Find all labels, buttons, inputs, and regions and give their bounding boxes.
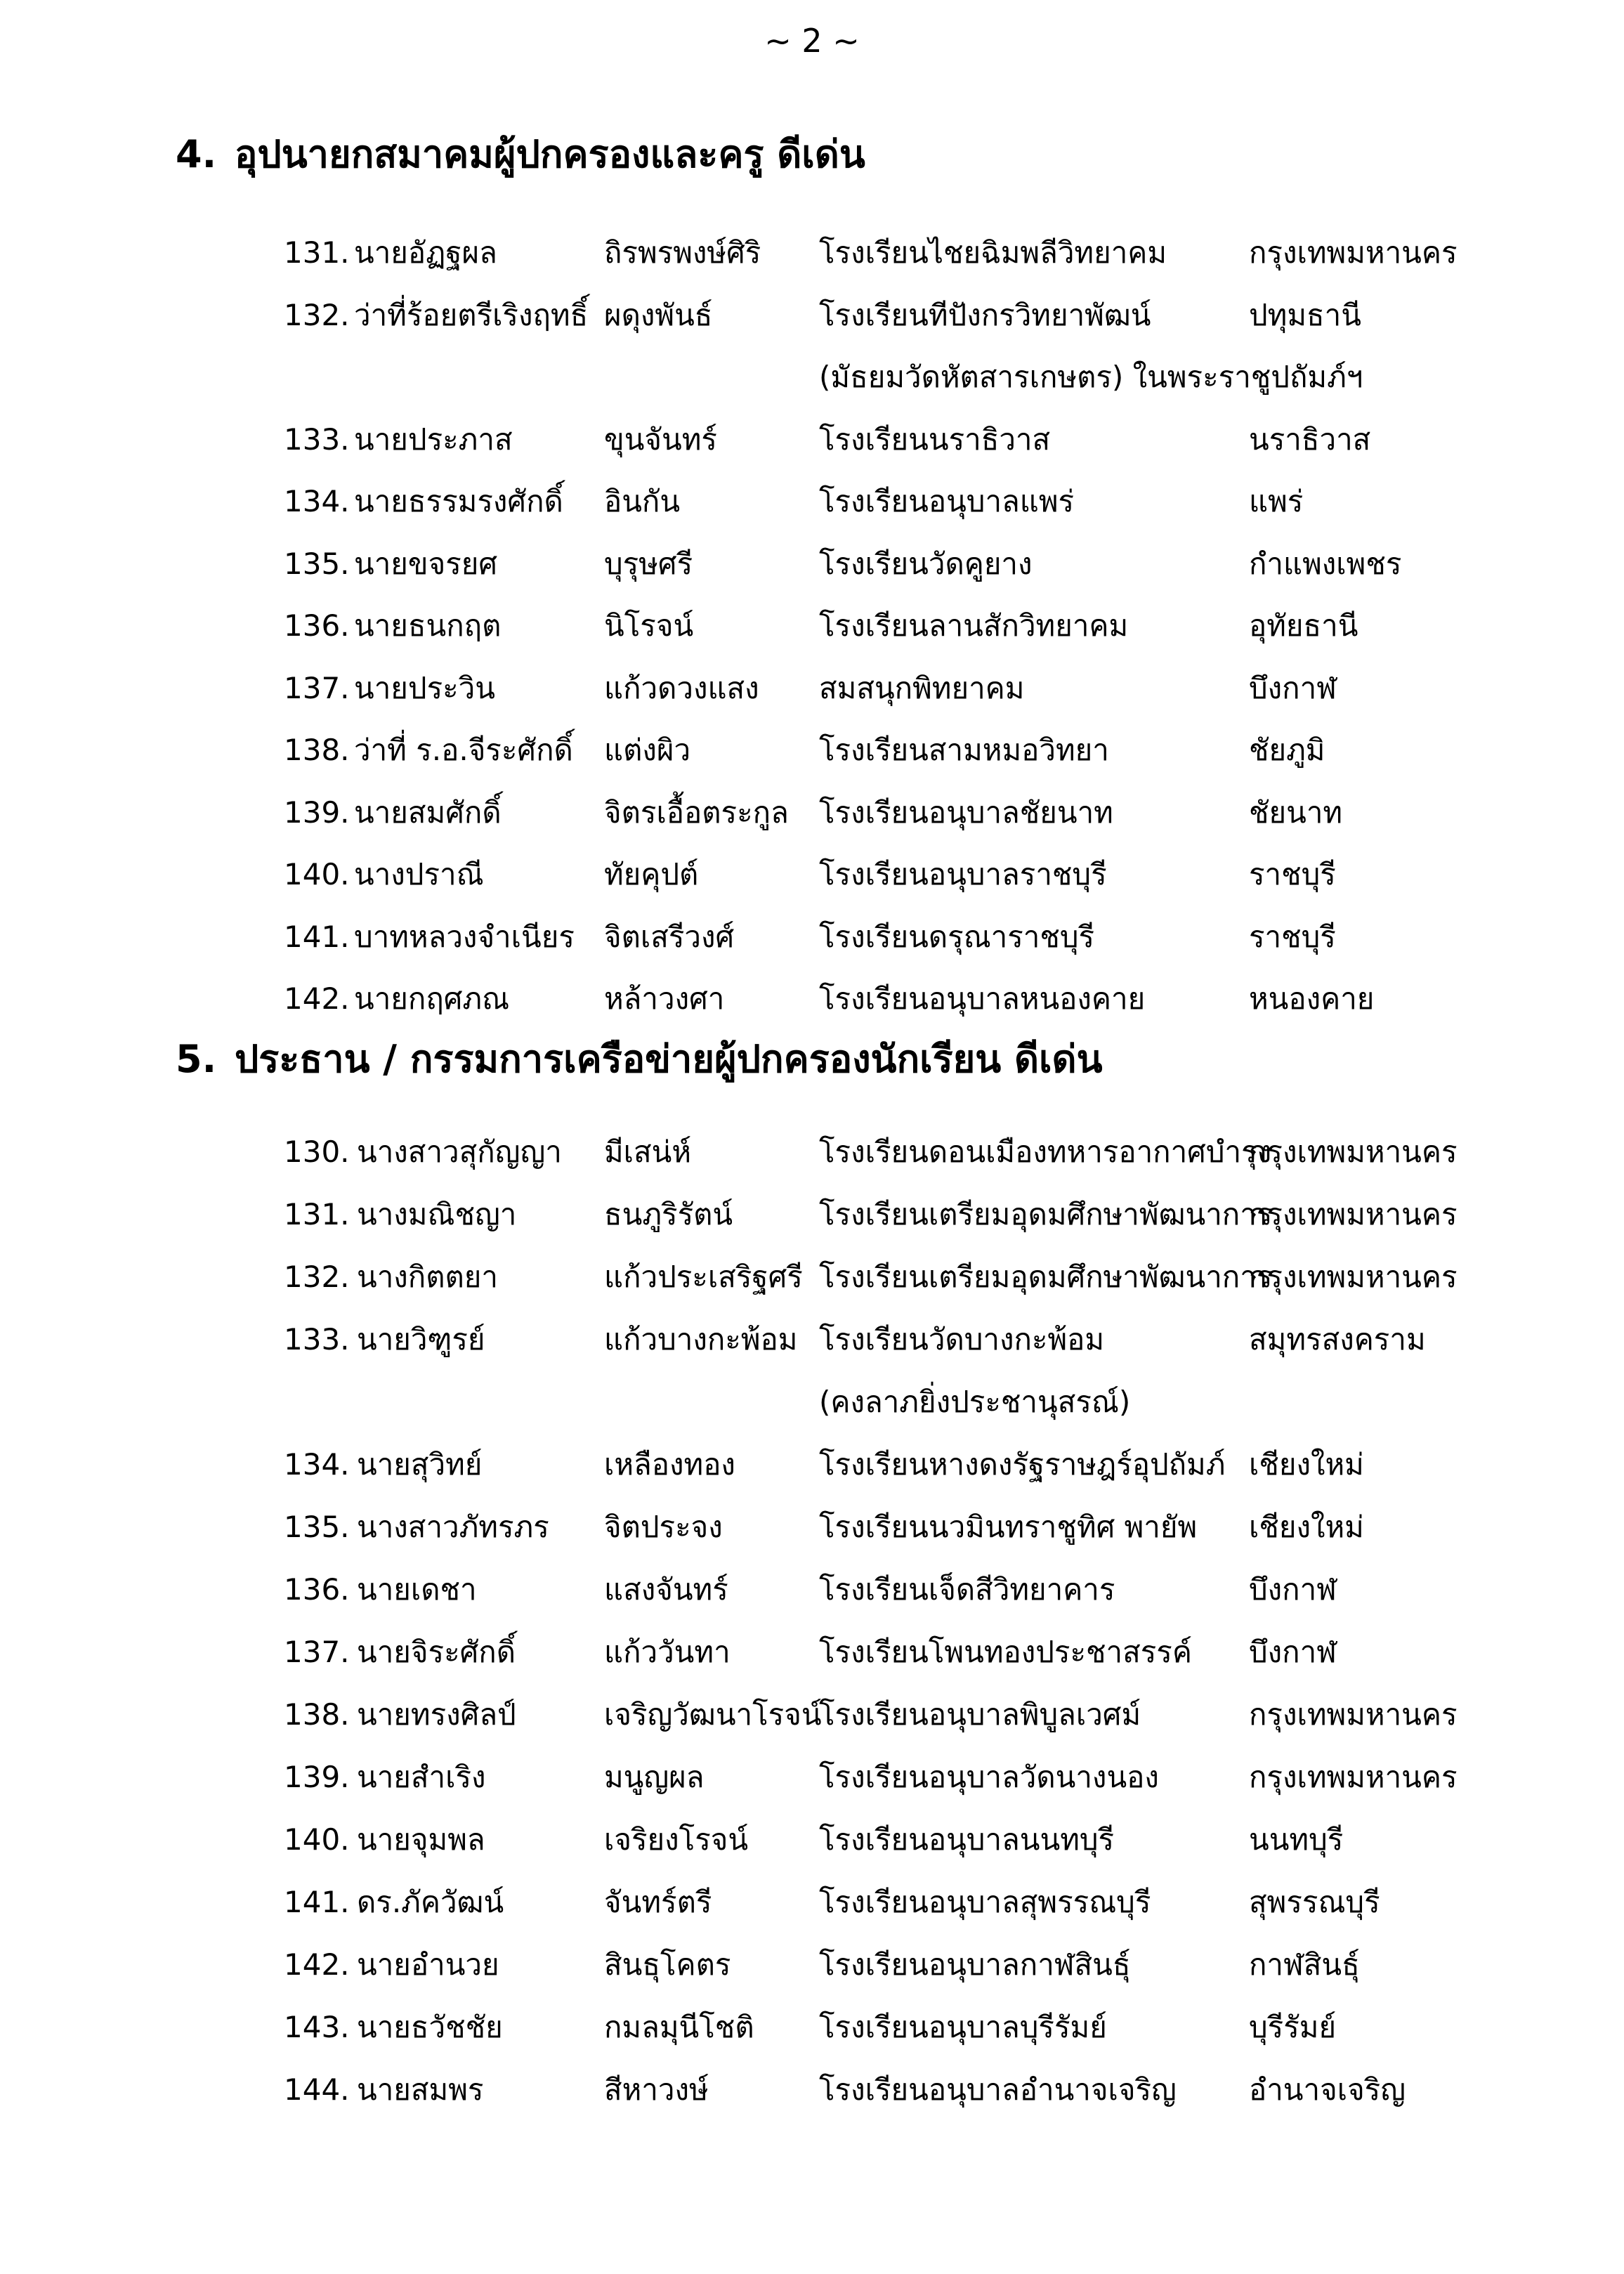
entry-province: ชัยภูมิ — [1249, 733, 1325, 767]
entry-school: โรงเรียนอนุบาลหนองคาย — [819, 981, 1146, 1016]
entry-name: นายวิฑูรย์ — [357, 1322, 485, 1357]
entry-province: เชียงใหม่ — [1249, 1447, 1364, 1482]
entry-province: กรุงเทพมหานคร — [1249, 1197, 1458, 1231]
entry-number: 135. — [284, 546, 350, 581]
section-number: 4. — [176, 132, 217, 176]
entry-school: โรงเรียนอนุบาลอำนาจเจริญ — [819, 2072, 1177, 2107]
entry-school: โรงเรียนไชยฉิมพลีวิทยาคม — [819, 235, 1167, 270]
entry-surname: อินกัน — [604, 484, 681, 518]
entry-province: ปทุมธานี — [1249, 297, 1361, 332]
entry-number: 132. — [284, 1260, 350, 1294]
entry-surname: เหลืองทอง — [604, 1447, 735, 1482]
section-heading-4 — [176, 126, 865, 183]
entry-school: โรงเรียนหางดงรัฐราษฎร์อุปถัมภ์ — [819, 1447, 1226, 1482]
entry-surname: จันทร์ตรี — [604, 1885, 712, 1919]
entry-name: นายสมศักดิ์ — [354, 795, 502, 830]
list-item — [0, 1124, 1624, 1180]
section-title: อุปนายกสมาคมผู้ปกครองและครู ดีเด่น — [235, 132, 865, 176]
entry-province: นราธิวาส — [1249, 422, 1371, 457]
entry-number: 130. — [284, 1135, 350, 1169]
entry-surname: ผดุงพันธ์ — [604, 297, 713, 332]
list-item — [0, 1187, 1624, 1243]
list-item — [0, 1937, 1624, 1993]
entry-number: 144. — [284, 2072, 350, 2107]
entry-school: โรงเรียนทีปังกรวิทยาพัฒน์ — [819, 297, 1151, 332]
entry-surname: แก้วบางกะพ้อม — [604, 1322, 798, 1357]
entry-province: ราชบุรี — [1249, 857, 1336, 891]
entry-number: 136. — [284, 608, 350, 643]
entry-name: นางมณิชญา — [357, 1197, 517, 1231]
list-item — [0, 412, 1624, 468]
entry-school: โรงเรียนสามหมอวิทยา — [819, 733, 1109, 767]
entry-school: (มัธยมวัดหัตสารเกษตร) ในพระราชูปถัมภ์ฯ — [819, 360, 1363, 394]
list-item — [0, 1437, 1624, 1493]
entry-number: 133. — [284, 422, 350, 457]
entry-number: 131. — [284, 1197, 350, 1231]
entry-number: 142. — [284, 1947, 350, 1982]
entry-name: นายธนกฤต — [354, 608, 502, 643]
entry-province: ชัยนาท — [1249, 795, 1343, 830]
entry-name: นายอัฏฐผล — [354, 235, 497, 270]
list-item — [0, 660, 1624, 717]
entry-surname: จิตเสรีวงศ์ — [604, 919, 735, 954]
entry-number: 140. — [284, 1822, 350, 1857]
entry-province: นนทบุรี — [1249, 1822, 1344, 1857]
entry-surname: เจริญวัฒนาโรจน์ — [604, 1697, 822, 1732]
entry-name: นายประวิน — [354, 670, 495, 705]
list-item — [0, 1249, 1624, 1305]
entry-province: อำนาจเจริญ — [1249, 2072, 1406, 2107]
entry-name: นายธรรมรงศักดิ์ — [354, 484, 563, 518]
entry-school: โรงเรียนอนุบาลบุรีรัมย์ — [819, 2010, 1107, 2044]
section-title: ประธาน / กรรมการเครือข่ายผู้ปกครองนักเรียน ดีเด่น — [235, 1037, 1103, 1081]
entry-province: กรุงเทพมหานคร — [1249, 1135, 1458, 1169]
entry-number: 131. — [284, 235, 350, 270]
entry-province: เชียงใหม่ — [1249, 1510, 1364, 1544]
list-item — [0, 1749, 1624, 1805]
entry-school: โรงเรียนดรุณาราชบุรี — [819, 919, 1095, 954]
entry-surname: ธนภูริรัตน์ — [604, 1197, 733, 1231]
entry-number: 137. — [284, 1635, 350, 1669]
entry-surname: แต่งผิว — [604, 733, 691, 767]
entry-province: กรุงเทพมหานคร — [1249, 235, 1458, 270]
entry-name: นายสุวิทย์ — [357, 1447, 483, 1482]
entry-school: โรงเรียนลานสักวิทยาคม — [819, 608, 1129, 643]
entry-school: โรงเรียนอนุบาลแพร่ — [819, 484, 1075, 518]
entry-school: โรงเรียนนวมินทราชูทิศ พายัพ — [819, 1510, 1198, 1544]
entry-name: บาทหลวงจำเนียร — [354, 919, 575, 954]
entry-number: 137. — [284, 670, 350, 705]
list-item — [0, 909, 1624, 965]
list-item — [0, 473, 1624, 530]
entry-surname: นิโรจน์ — [604, 608, 694, 643]
entry-school: โรงเรียนเตรียมอุดมศึกษาพัฒนาการ — [819, 1197, 1273, 1231]
entry-number: 143. — [284, 2010, 350, 2044]
entry-province: ราชบุรี — [1249, 919, 1336, 954]
entry-surname: ขุนจันทร์ — [604, 422, 717, 457]
section-number: 5. — [176, 1037, 217, 1081]
list-item — [0, 225, 1624, 281]
entry-name: นายจุมพล — [357, 1822, 485, 1857]
entry-school: โรงเรียนโพนทองประชาสรรค์ — [819, 1635, 1192, 1669]
entry-name: ดร.ภัควัฒน์ — [357, 1885, 504, 1919]
entry-name: นายสมพร — [357, 2072, 484, 2107]
entry-name: นางปราณี — [354, 857, 484, 891]
entry-name: นายจิระศักดิ์ — [357, 1635, 516, 1669]
list-item — [0, 1312, 1624, 1368]
entry-school: สมสนุกพิทยาคม — [819, 670, 1025, 705]
entry-province: สุพรรณบุรี — [1249, 1885, 1380, 1919]
entry-name: นางสาวสุกัญญา — [357, 1135, 562, 1169]
list-item — [0, 1562, 1624, 1618]
entry-surname: เจริยงโรจน์ — [604, 1822, 749, 1857]
list-item — [0, 349, 1624, 405]
entry-school: โรงเรียนดอนเมืองทหารอากาศบำรุง — [819, 1135, 1272, 1169]
entry-school: โรงเรียนอนุบาลราชบุรี — [819, 857, 1107, 891]
entry-number: 135. — [284, 1510, 350, 1544]
entry-name: นายธวัชชัย — [357, 2010, 503, 2044]
entry-school: โรงเรียนเจ็ดสีวิทยาคาร — [819, 1572, 1115, 1607]
entry-number: 138. — [284, 1697, 350, 1732]
entry-surname: แก้ววันทา — [604, 1635, 731, 1669]
list-item — [0, 785, 1624, 841]
entry-name: นายสำเริง — [357, 1760, 486, 1794]
entry-province: บึงกาฬ — [1249, 1572, 1337, 1607]
entry-number: 140. — [284, 857, 350, 891]
entry-province: กรุงเทพมหานคร — [1249, 1760, 1458, 1794]
list-item — [0, 971, 1624, 1027]
entry-surname: จิตรเอื้อตระกูล — [604, 795, 789, 830]
entry-province: บึงกาฬ — [1249, 670, 1337, 705]
entry-number: 134. — [284, 1447, 350, 1482]
entry-number: 136. — [284, 1572, 350, 1607]
entry-province: บึงกาฬ — [1249, 1635, 1337, 1669]
entry-surname: แก้วประเสริฐศรี — [604, 1260, 803, 1294]
entry-name: นายกฤศภณ — [354, 981, 510, 1016]
list-item — [0, 847, 1624, 903]
entry-surname: หล้าวงศา — [604, 981, 725, 1016]
entry-province: กาฬสินธุ์ — [1249, 1947, 1360, 1982]
entry-surname: มนูญผล — [604, 1760, 705, 1794]
entry-number: 139. — [284, 795, 350, 830]
list-item — [0, 1499, 1624, 1555]
list-item — [0, 1374, 1624, 1430]
entry-surname: กมลมุนีโชติ — [604, 2010, 754, 2044]
entry-province: อุทัยธานี — [1249, 608, 1358, 643]
entry-school: โรงเรียนเตรียมอุดมศึกษาพัฒนาการ — [819, 1260, 1273, 1294]
list-item — [0, 722, 1624, 778]
entry-name: นายอำนวย — [357, 1947, 499, 1982]
page-number: ~ 2 ~ — [764, 22, 860, 60]
entry-school: โรงเรียนอนุบาลวัดนางนอง — [819, 1760, 1159, 1794]
entry-province: สมุทรสงคราม — [1249, 1322, 1426, 1357]
entry-school: โรงเรียนอนุบาลกาฬสินธุ์ — [819, 1947, 1131, 1982]
entry-number: 138. — [284, 733, 350, 767]
entry-province: กำแพงเพชร — [1249, 546, 1402, 581]
entry-province: หนองคาย — [1249, 981, 1375, 1016]
entry-name: นายประภาส — [354, 422, 513, 457]
entry-school: โรงเรียนวัดบางกะพ้อม — [819, 1322, 1105, 1357]
entry-surname: มีเสน่ห์ — [604, 1135, 692, 1169]
entry-school: โรงเรียนวัดคูยาง — [819, 546, 1033, 581]
entry-number: 141. — [284, 919, 350, 954]
entry-school: โรงเรียนนราธิวาส — [819, 422, 1051, 457]
entry-school: โรงเรียนอนุบาลนนทบุรี — [819, 1822, 1115, 1857]
entry-name: นางสาวภัทรภร — [357, 1510, 549, 1544]
entry-number: 142. — [284, 981, 350, 1016]
entry-school: โรงเรียนอนุบาลสุพรรณบุรี — [819, 1885, 1151, 1919]
entry-number: 132. — [284, 297, 350, 332]
entry-name: นายขจรยศ — [354, 546, 498, 581]
entry-school: (คงลาภยิ่งประชานุสรณ์) — [819, 1385, 1131, 1419]
list-item — [0, 598, 1624, 654]
list-item — [0, 1999, 1624, 2056]
entry-name: นางกิตตยา — [357, 1260, 498, 1294]
entry-surname: จิตประจง — [604, 1510, 723, 1544]
list-item — [0, 1624, 1624, 1680]
entry-name: ว่าที่ร้อยตรีเริงฤทธิ์ — [354, 297, 589, 332]
entry-name: นายเดชา — [357, 1572, 477, 1607]
entry-province: แพร่ — [1249, 484, 1304, 518]
entry-province: กรุงเทพมหานคร — [1249, 1697, 1458, 1732]
entry-number: 133. — [284, 1322, 350, 1357]
list-item — [0, 1874, 1624, 1930]
entry-surname: บุรุษศรี — [604, 546, 693, 581]
entry-number: 139. — [284, 1760, 350, 1794]
entry-school: โรงเรียนอนุบาลพิบูลเวศม์ — [819, 1697, 1141, 1732]
entry-surname: แสงจันทร์ — [604, 1572, 728, 1607]
entry-number: 134. — [284, 484, 350, 518]
entry-surname: สีหาวงษ์ — [604, 2072, 709, 2107]
section-heading-5 — [176, 1031, 1103, 1087]
list-item — [0, 2062, 1624, 2118]
entry-surname: สินธุโคตร — [604, 1947, 731, 1982]
entry-name: ว่าที่ ร.อ.จีระศักดิ์ — [354, 733, 573, 767]
entry-surname: แก้วดวงแสง — [604, 670, 759, 705]
entry-province: บุรีรัมย์ — [1249, 2010, 1337, 2044]
entry-surname: ถิรพรพงษ์ศิริ — [604, 235, 761, 270]
list-item — [0, 1687, 1624, 1743]
entry-school: โรงเรียนอนุบาลชัยนาท — [819, 795, 1113, 830]
list-item — [0, 287, 1624, 344]
entry-number: 141. — [284, 1885, 350, 1919]
entry-surname: ทัยคุปต์ — [604, 857, 699, 891]
entry-name: นายทรงศิลป์ — [357, 1697, 516, 1732]
list-item — [0, 1812, 1624, 1868]
entry-province: กรุงเทพมหานคร — [1249, 1260, 1458, 1294]
list-item — [0, 536, 1624, 592]
